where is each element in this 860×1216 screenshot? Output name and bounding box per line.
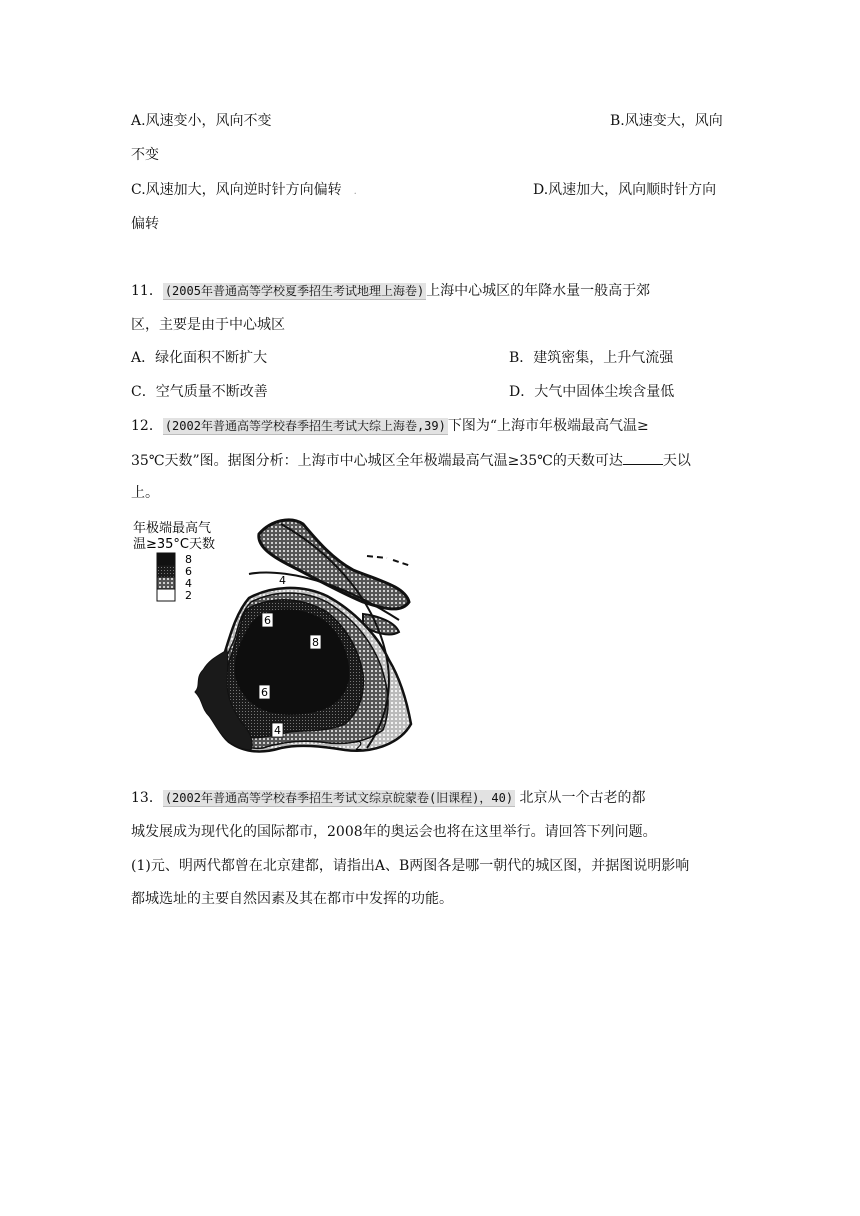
q12-stem-end: 上。 bbox=[131, 485, 159, 501]
svg-text:6: 6 bbox=[261, 686, 268, 699]
q10-option-b-continued: 不变 bbox=[131, 147, 159, 163]
q11-stem bbox=[131, 281, 650, 301]
q12-stem bbox=[131, 416, 649, 436]
q11-source-tag: (2005年普通高等学校夏季招生考试地理上海卷) bbox=[164, 284, 425, 298]
q13-stem bbox=[131, 788, 646, 808]
q13-stem-continued: 城发展成为现代化的国际都市，2008年的奥运会也将在这里举行。请回答下列问题。 bbox=[131, 824, 657, 840]
q11-stem-text: 上海中心城区的年降水量一般高于郊 bbox=[426, 283, 651, 299]
q10-option-c bbox=[131, 180, 357, 202]
q12-answer-blank bbox=[623, 450, 663, 465]
svg-text:4: 4 bbox=[274, 724, 281, 737]
q13-source-tag: (2002年普通高等学校春季招生考试文综京皖蒙卷(旧课程)，40) bbox=[164, 791, 514, 805]
legend-swatch-2 bbox=[157, 589, 175, 601]
q12-number: 12． bbox=[131, 418, 163, 434]
q11-option-d: D．大气中固体尘埃含量低 bbox=[509, 384, 675, 400]
q11-option-b: B．建筑密集，上升气流强 bbox=[509, 350, 674, 366]
q11-option-c: C．空气质量不断改善 bbox=[131, 384, 268, 400]
q10-stray-mark: . bbox=[353, 186, 357, 197]
legend-swatch-6 bbox=[157, 565, 175, 577]
contour-label-6-top bbox=[262, 613, 273, 627]
contour-label-6-mid bbox=[259, 685, 270, 699]
q10-option-c-text: C.风速加大，风向逆时针方向偏转 bbox=[131, 182, 342, 198]
q10-option-b: B.风速变大，风向 bbox=[610, 113, 723, 129]
legend-label-8: 8 bbox=[185, 553, 192, 566]
q11-number: 11． bbox=[131, 283, 163, 299]
q13-number: 13． bbox=[131, 790, 163, 806]
contour-label-4-top bbox=[279, 574, 286, 587]
legend-title-1: 年极端最高气 bbox=[133, 521, 212, 536]
svg-text:8: 8 bbox=[312, 636, 319, 649]
svg-text:4: 4 bbox=[279, 574, 286, 587]
contour-label-8-center bbox=[310, 635, 321, 649]
contour-label-4-bottom bbox=[272, 723, 283, 737]
q12-stem-text: 下图为“上海市年极端最高气温≥ bbox=[447, 418, 649, 434]
legend-label-6: 6 bbox=[185, 565, 192, 578]
legend-swatch-8 bbox=[157, 553, 175, 565]
contour-label-2-bottom bbox=[355, 739, 363, 753]
q12-stem-text-2: 35℃天数”图。据图分析：上海市中心城区全年极端最高气温≥35℃的天数可达 bbox=[131, 453, 623, 469]
q13-stem-text: 北京从一个古老的都 bbox=[519, 790, 646, 806]
legend-label-4: 4 bbox=[185, 577, 192, 590]
q12-stem-continued bbox=[131, 450, 691, 471]
q10-option-d: D.风速加大，风向顺时针方向 bbox=[533, 182, 717, 198]
svg-text:2: 2 bbox=[355, 739, 363, 753]
q12-source-tag: (2002年普通高等学校春季招生考试大综上海卷,39) bbox=[164, 419, 446, 433]
q11-option-a: A．绿化面积不断扩大 bbox=[131, 350, 268, 366]
legend-title-2: 温≥35°C天数 bbox=[133, 537, 216, 552]
q13-subquestion-1-continued: 都城选址的主要自然因素及其在都市中发挥的功能。 bbox=[131, 891, 453, 907]
q12-stem-text-3: 天以 bbox=[662, 453, 691, 469]
q13-subquestion-1: (1)元、明两代都曾在北京建都，请指出A、B两图各是哪一朝代的城区图，并据图说明影响 bbox=[131, 858, 690, 874]
q10-option-a: A.风速变小，风向不变 bbox=[131, 113, 272, 129]
legend-swatch-4 bbox=[157, 577, 175, 589]
q11-stem-continued: 区，主要是由于中心城区 bbox=[131, 317, 285, 333]
svg-text:6: 6 bbox=[264, 614, 271, 627]
legend-label-2: 2 bbox=[185, 589, 192, 602]
q10-option-d-continued: 偏转 bbox=[131, 216, 159, 232]
shanghai-heat-days-map bbox=[131, 510, 416, 778]
